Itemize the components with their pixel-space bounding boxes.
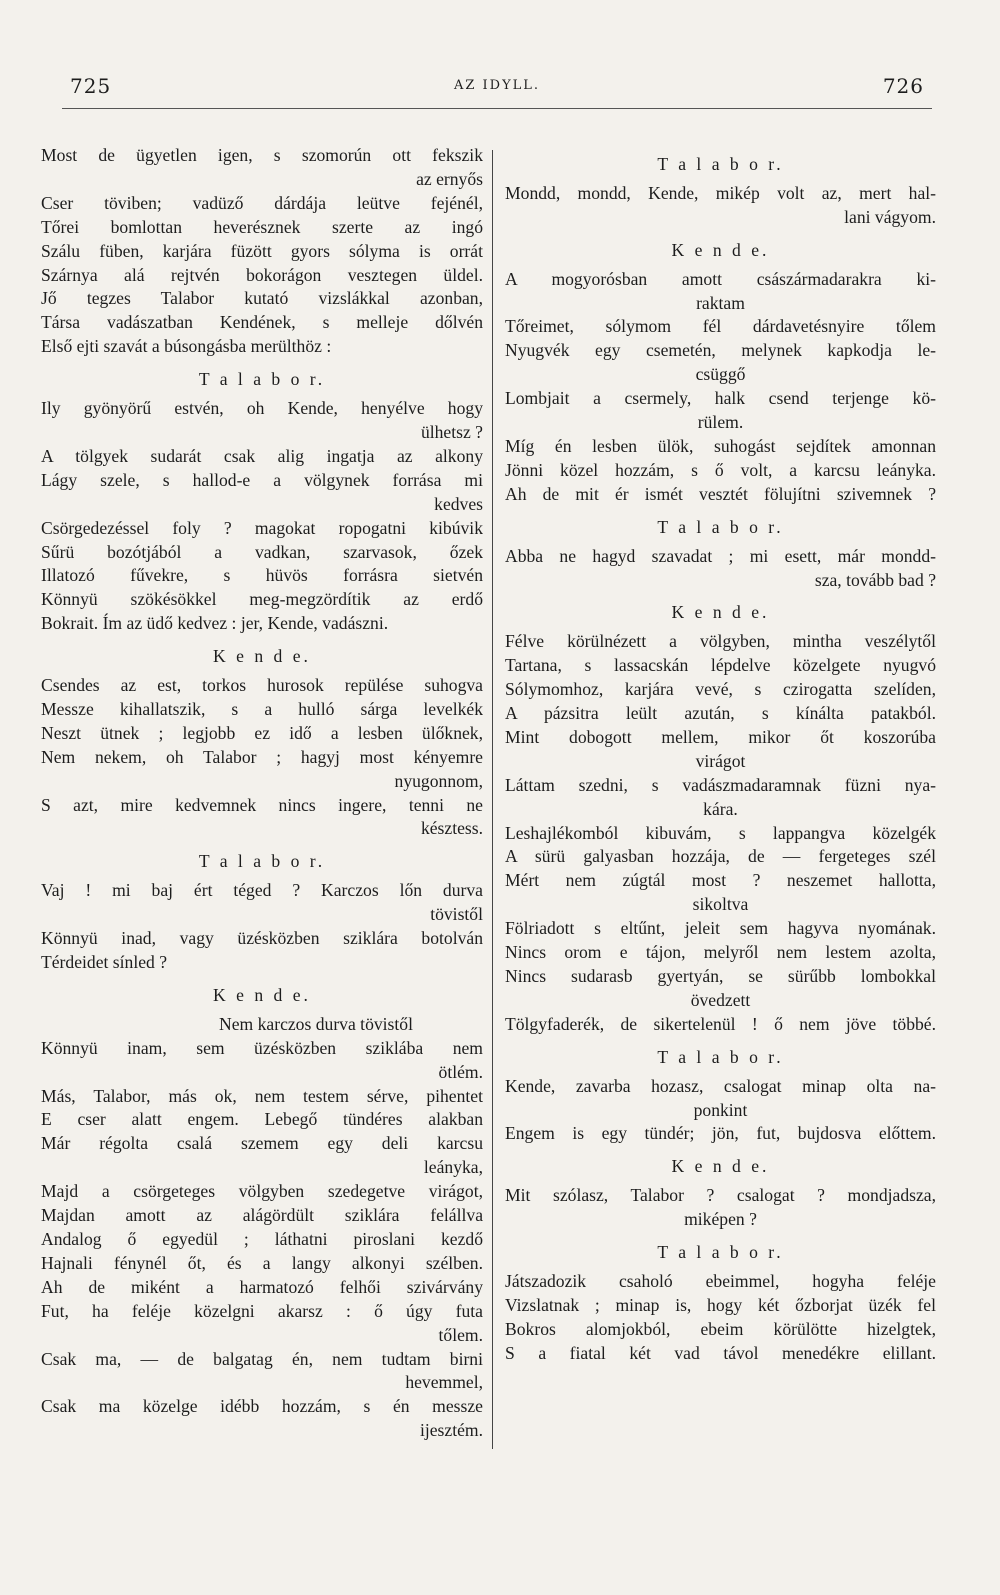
- page-number-left: 725: [70, 74, 112, 98]
- verse-line: Cser töviben; vadüző dárdája leütve fejénél,: [41, 192, 483, 213]
- verse-line: ijesztém.: [419, 1420, 483, 1441]
- speaker-heading: T a l a b o r.: [657, 516, 784, 537]
- verse-line: Csak ma közelge idébb hozzám, s én messze: [41, 1396, 483, 1417]
- verse-line: Tölgyfaderék, de sikertelenül ! ő nem jöve többé.: [505, 1013, 936, 1034]
- verse-line: Tőrei bomlottan heverésznek szerte az ingó: [41, 216, 483, 237]
- verse-line: Sólymomhoz, karjára vevé, s czirogatta szelíden,: [505, 679, 936, 700]
- verse-line: hevemmel,: [405, 1372, 483, 1393]
- verse-line: Nincs sudarasb gyertyán, se sürűbb lombokkal: [505, 966, 936, 986]
- verse-line: Engem is egy tündér; jön, fut, bujdosva előttem.: [505, 1123, 936, 1144]
- verse-line: tövistől: [430, 904, 483, 925]
- verse-line: Mért nem zúgtál most ? neszemet hallotta,: [505, 870, 936, 891]
- page-number-right: 726: [882, 74, 924, 98]
- verse-line: lani vágyom.: [844, 206, 936, 227]
- verse-line: Más, Talabor, más ok, nem testem sérve, pihentet: [41, 1085, 483, 1106]
- verse-line: Andalog ő egyedül ; láthatni piroslani kezdő: [41, 1228, 483, 1249]
- verse-line: övedzett: [690, 989, 751, 1010]
- speaker-heading: K e n d e.: [671, 1156, 770, 1177]
- running-title: AZ IDYLL.: [453, 78, 541, 93]
- verse-line: Már régolta csalá szemem egy deli karcsu: [41, 1133, 483, 1154]
- verse-line: Illatozó fűvekre, s hüvös forrásra sietvén: [41, 565, 483, 586]
- verse-line: Lombjait a csermely, halk csend terjenge kö-: [505, 388, 936, 409]
- verse-line: Abba ne hagyd szavadat ; mi esett, már mondd-: [505, 545, 936, 566]
- verse-line: Majd a csörgeteges völgyben szedegetve virágot,: [41, 1181, 483, 1202]
- verse-line: az ernyős: [416, 168, 483, 189]
- verse-line: E cser alatt engem. Lebegő tündéres alakban: [41, 1109, 483, 1130]
- verse-line: Ah de mit ér ismét vesztét fölujítni szivemnek ?: [505, 483, 936, 504]
- verse-line: A sürü galyasban hozzája, de — fergeteges szél: [505, 846, 936, 867]
- right-column: [505, 144, 936, 1366]
- verse-line: Félve körülnézett a völgyben, mintha veszélytől: [505, 631, 936, 652]
- speaker-heading: T a l a b o r.: [198, 369, 326, 390]
- verse-line: Mit szólasz, Talabor ? csalogat ? mondjadsza,: [505, 1185, 936, 1206]
- verse-line: Ily gyönyörű estvén, oh Kende, henyélve hogy: [41, 398, 483, 419]
- verse-line: Fut, ha feléje közelgni akarsz : ő úgy futa: [41, 1300, 483, 1321]
- verse-line: raktam: [696, 292, 745, 313]
- verse-line: Bokros alomjokból, ebeim körülötte hizelgtek,: [505, 1318, 936, 1339]
- verse-line: Szálu füben, karjára füzött gyors sólyma is orrát: [41, 240, 483, 261]
- verse-line: csüggő: [695, 364, 746, 385]
- verse-line: S azt, mire kedvemnek nincs ingere, tenni ne: [41, 794, 483, 815]
- verse-line: Hajnali fénynél őt, és a langy alkonyi szélben.: [41, 1252, 483, 1273]
- verse-line: Könnyü inam, sem üzésközben sziklába nem: [41, 1037, 483, 1058]
- verse-line: Nincs orom e tájon, melyről nem lestem azolta,: [505, 942, 936, 963]
- verse-line: Messze kihallatszik, s a hulló sárga levelkék: [41, 698, 483, 719]
- speaker-heading: T a l a b o r.: [657, 1242, 784, 1263]
- verse-line: Nyugvék egy csemetén, melynek kapkodja le-: [505, 340, 936, 361]
- verse-line: Neszt ütnek ; legjobb ez idő a lesben ülőknek,: [41, 722, 483, 743]
- verse-line: Térdeidet sínled ?: [41, 952, 168, 972]
- verse-line: Ah de miként a harmatozó felhői szivárvány: [41, 1276, 483, 1297]
- verse-line: Kende, zavarba hozasz, csalogat minap olta na-: [505, 1075, 936, 1096]
- verse-line: ülhetsz ?: [420, 421, 483, 442]
- verse-line: Könnyü inad, vagy üzésközben sziklára botolván: [41, 928, 483, 949]
- verse-line: Bokrait. Ím az üdő kedvez : jer, Kende, vadászni.: [41, 613, 389, 634]
- verse-line: Játszadozik csaholó ebeimmel, hogyha feléje: [505, 1270, 936, 1291]
- verse-line: Leshajlékomból kibuvám, s lappangva közelgék: [505, 822, 936, 843]
- verse-line: Míg én lesben ülök, suhogást sejdítek amonnan: [505, 435, 936, 456]
- verse-line: Könnyü szökésökkel meg-megzördítik az erdő: [41, 589, 483, 610]
- verse-line: Vizslatnak ; minap is, hogy két őzborjat üzék fel: [505, 1294, 936, 1315]
- verse-line: Első ejti szavát a búsongásba merülthöz :: [41, 336, 332, 357]
- verse-line: S a fiatal két vad távol menedékre elillant.: [505, 1342, 936, 1363]
- verse-line: Jő tegzes Talabor kutató vizslákkal azonban,: [41, 288, 483, 309]
- verse-line: Társa vadászatban Kendének, s melleje dőlvén: [41, 312, 483, 333]
- verse-line: Tőreimet, sólymom fél dárdavetésnyire tőlem: [505, 316, 936, 337]
- speaker-heading: T a l a b o r.: [198, 851, 326, 872]
- verse-line: Csendes az est, torkos hurosok repülése suhogva: [41, 675, 483, 696]
- verse-line: Fölriadott s eltűnt, jeleit sem hagyva nyomának.: [505, 918, 936, 939]
- verse-line: virágot: [695, 750, 746, 771]
- verse-line: Sűrü bozótjából a vadkan, szarvasok, őzek: [41, 541, 483, 562]
- left-column: [41, 144, 483, 1443]
- verse-line: leányka,: [423, 1157, 483, 1178]
- speaker-heading: T a l a b o r.: [657, 154, 784, 174]
- speaker-heading: T a l a b o r.: [657, 1046, 784, 1067]
- column-divider: [492, 150, 493, 1449]
- verse-line: kedves: [434, 493, 483, 514]
- verse-line: nyugonnom,: [394, 770, 483, 791]
- verse-line: rülem.: [697, 412, 744, 433]
- verse-line: Nem nekem, oh Talabor ; hagyj most kényemre: [41, 746, 483, 767]
- verse-line: Láttam szedni, s vadászmadaramnak füzni nya-: [505, 774, 936, 795]
- verse-line: ötlém.: [438, 1061, 483, 1082]
- verse-line: ponkint: [693, 1099, 748, 1120]
- verse-line: A mogyorósban amott császármadarakra ki-: [505, 268, 936, 289]
- speaker-heading: K e n d e.: [671, 239, 770, 260]
- verse-line: Mondd, mondd, Kende, mikép volt az, mert hal-: [505, 182, 936, 203]
- verse-line: Jönni közel hozzám, s ő volt, a karcsu leányka.: [505, 459, 936, 480]
- verse-line: Tartana, s lassacskán lépdelve közelgete nyugvó: [505, 655, 936, 676]
- verse-line: A tölgyek sudarát csak alig ingatja az alkony: [41, 445, 483, 466]
- speaker-heading: K e n d e.: [213, 646, 311, 667]
- speaker-heading: K e n d e.: [213, 984, 311, 1005]
- verse-line: tőlem.: [438, 1324, 483, 1345]
- verse-line: Vaj ! mi baj ért téged ? Karczos lőn durva: [41, 880, 483, 901]
- verse-line: Nem karczos durva tövistől: [219, 1013, 413, 1034]
- verse-line: Mint dobogott mellem, mikor őt koszorúba: [505, 726, 936, 747]
- verse-line: Csak ma, — de balgatag én, nem tudtam birni: [41, 1348, 483, 1369]
- verse-line: miképen ?: [684, 1209, 757, 1230]
- verse-line: kára.: [703, 798, 738, 819]
- verse-line: A pázsitra leült azután, s kínálta patakból.: [505, 703, 936, 724]
- verse-line: késztess.: [420, 818, 483, 839]
- verse-line: Lágy szele, s hallod-e a völgynek forrása mi: [41, 469, 483, 490]
- page-header: [62, 68, 932, 109]
- verse-line: Szárnya alá rejtvén bokorágon vesztegen üldel.: [41, 264, 483, 285]
- verse-line: Most de ügyetlen igen, s szomorún ott fekszik: [41, 145, 483, 165]
- speaker-heading: K e n d e.: [671, 602, 770, 623]
- verse-line: sza, tovább bad ?: [814, 569, 936, 590]
- verse-line: Majdan amott az alágördült sziklára felállva: [41, 1205, 483, 1226]
- verse-line: sikoltva: [692, 894, 749, 915]
- verse-line: Csörgedezéssel foly ? magokat ropogatni kibúvik: [41, 517, 483, 538]
